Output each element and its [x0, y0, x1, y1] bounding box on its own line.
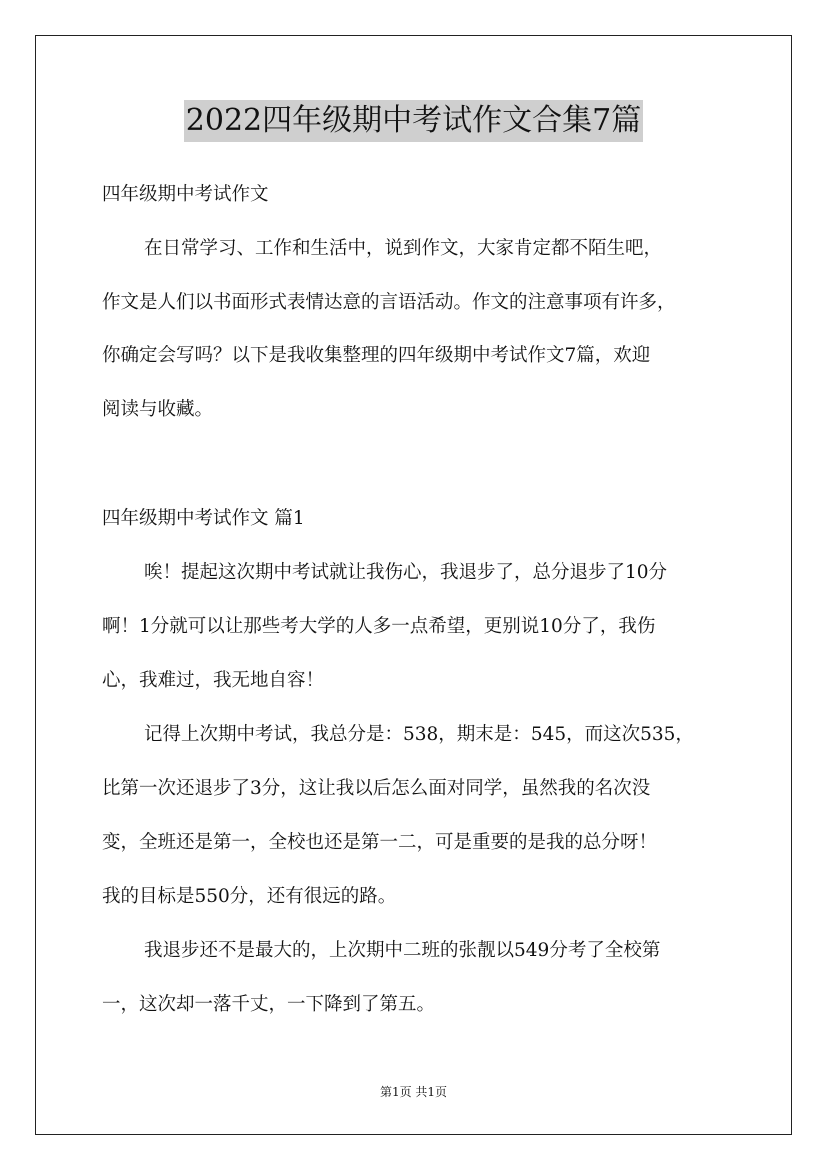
- body-paragraph-line: 变，全班还是第一，全校也还是第一二，可是重要的是我的总分呀！: [102, 832, 658, 853]
- intro-paragraph-line: 阅读与收藏。: [102, 399, 214, 420]
- body-paragraph-line: 一，这次却一落千丈，一下降到了第五。: [102, 994, 436, 1015]
- document-title: 2022四年级期中考试作文合集7篇: [184, 100, 643, 142]
- body-paragraph-line: 啊！1分就可以让那些考大学的人多一点希望，更别说10分了，我伤: [102, 616, 656, 637]
- intro-paragraph-line: 在日常学习、工作和生活中，说到作文，大家肯定都不陌生吧，: [144, 238, 663, 259]
- intro-paragraph-line: 你确定会写吗？以下是我收集整理的四年级期中考试作文7篇，欢迎: [102, 345, 651, 366]
- title-container: [0, 100, 827, 142]
- body-paragraph-line: 比第一次还退步了3分，这让我以后怎么面对同学，虽然我的名次没: [102, 778, 651, 799]
- body-paragraph-line: 心，我难过，我无地自容！: [102, 670, 325, 691]
- body-paragraph-line: 记得上次期中考试，我总分是：538，期末是：545，而这次535，: [144, 724, 694, 745]
- section-heading: 四年级期中考试作文 篇1: [102, 508, 305, 529]
- body-paragraph-line: 唉！提起这次期中考试就让我伤心，我退步了，总分退步了10分: [144, 562, 668, 583]
- body-paragraph-line: 我的目标是550分，还有很远的路。: [102, 886, 397, 907]
- intro-heading: 四年级期中考试作文: [102, 184, 269, 205]
- intro-paragraph-line: 作文是人们以书面形式表情达意的言语活动。作文的注意事项有许多，: [102, 292, 676, 313]
- page-number-footer: 第1页 共1页: [379, 1085, 448, 1099]
- body-paragraph-line: 我退步还不是最大的，上次期中二班的张靓以549分考了全校第: [144, 940, 661, 961]
